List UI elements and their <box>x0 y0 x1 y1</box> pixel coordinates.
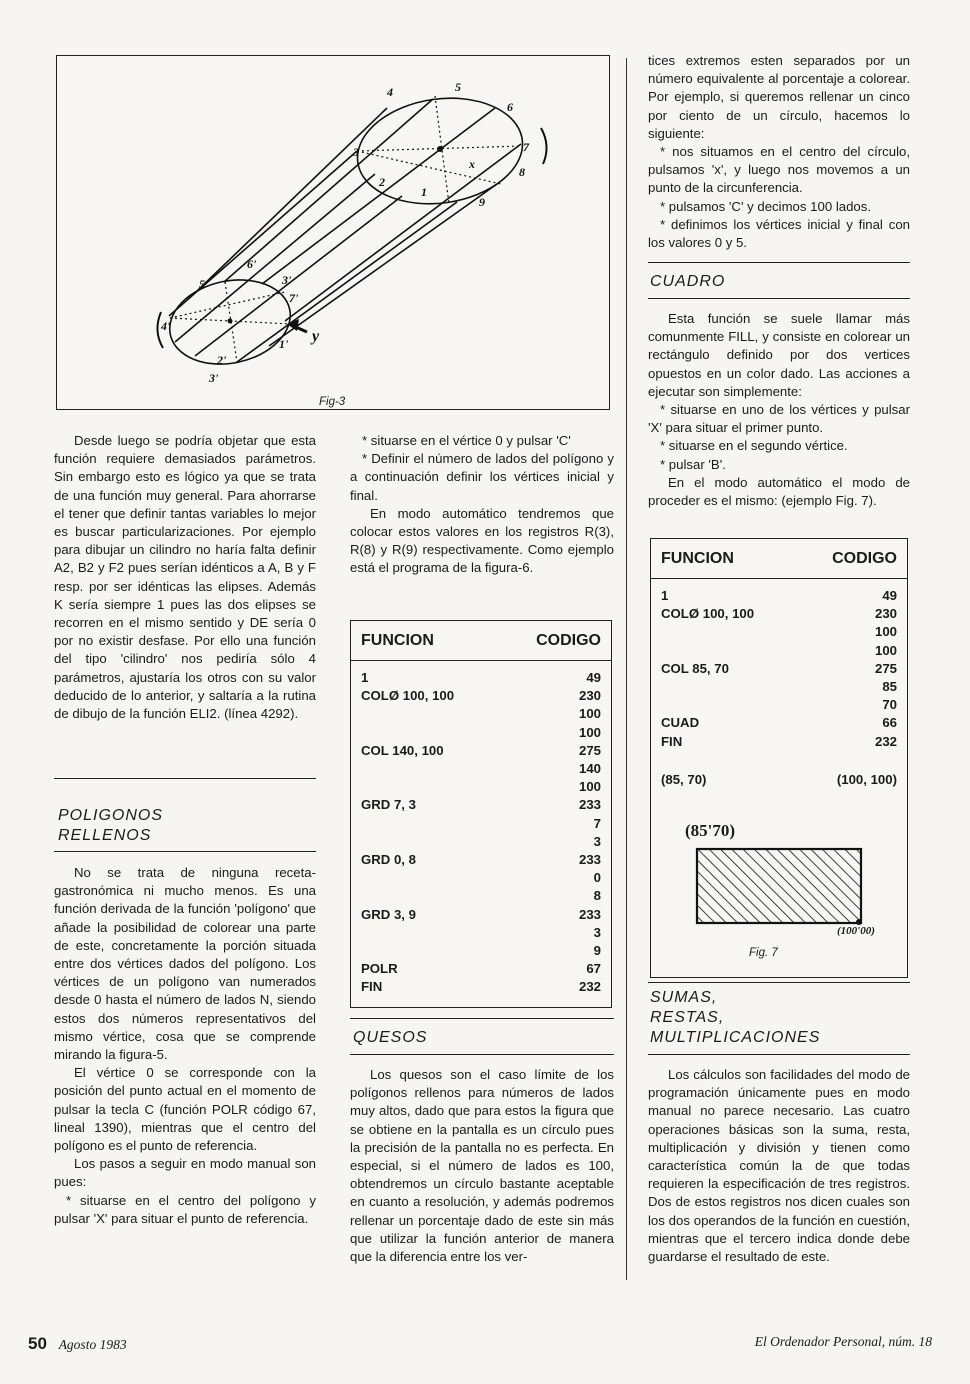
section-heading-cuadro: CUADRO <box>650 273 726 290</box>
label-5p: 5' <box>199 277 209 291</box>
label-4p: 4' <box>161 319 171 333</box>
paragraph: Los cálculos son facilidades del modo de programación únicamente pues en modo manual no parece necesario. Las cuatro operaciones básicas son la suma, resta, multiplicación y división y tienen como característica común la de que todas requieren la especificación de tres registros. Dos de estos registros nos dicen cuales son los dos operandos de la función en cuestión, mientras que el tercero indica donde debe guardarse el resultado de este. <box>648 1067 910 1265</box>
label-3: 3 <box>353 145 359 159</box>
table-row <box>351 742 611 760</box>
function-cell: 1 <box>361 670 369 685</box>
section-heading-quesos: QUESOS <box>353 1029 428 1046</box>
page-footer-left <box>28 1334 127 1354</box>
code-cell: 7 <box>593 815 601 831</box>
bullet-item: * situarse en uno de los vértices y pulsar 'X' para situar el primer punto. <box>648 402 910 436</box>
divider <box>648 1054 910 1055</box>
table-row <box>351 833 611 851</box>
table-row <box>351 815 611 833</box>
code-cell: 233 <box>578 906 601 922</box>
hatched-rectangle <box>695 847 865 927</box>
label-2: 2 <box>379 175 385 189</box>
code-cell: 140 <box>578 761 601 777</box>
column-3-cuadro <box>648 310 910 510</box>
code-cell: 9 <box>593 943 601 959</box>
function-cell: FIN <box>361 979 383 995</box>
label-6: 6 <box>507 100 513 114</box>
code-cell: 230 <box>874 606 897 622</box>
bullet-item: * situarse en el centro del polígono y pulsar 'X' para situar el punto de referencia. <box>54 1192 316 1226</box>
code-cell: 230 <box>578 688 601 704</box>
table-row <box>651 678 907 696</box>
code-cell: 232 <box>874 733 897 749</box>
table-row <box>651 642 907 660</box>
label-4: 4 <box>387 85 393 99</box>
figure-3-caption: Fig-3 <box>319 396 346 408</box>
table-row <box>651 587 907 605</box>
table-row <box>351 760 611 778</box>
paragraph: Los pasos a seguir en modo manual son pues: <box>54 1156 316 1190</box>
figure-3 <box>56 55 610 410</box>
code-cell: 275 <box>578 742 601 758</box>
table-body <box>651 579 907 751</box>
figure-7-caption: Fig. 7 <box>749 947 778 959</box>
code-table-fig6 <box>350 620 612 1008</box>
code-cell: 0 <box>593 870 601 886</box>
label-9: 9 <box>479 195 485 209</box>
table-row <box>351 942 611 960</box>
bullet-item: * situarse en el segundo vértice. <box>660 438 848 454</box>
table-row <box>351 687 611 705</box>
table-row <box>351 887 611 905</box>
table-row <box>651 733 907 751</box>
label-2p: 2' <box>217 353 227 367</box>
paragraph: En el modo automático el modo de proceder es el mismo: (ejemplo Fig. 7). <box>648 474 910 509</box>
bullet-item: * Definir el número de lados del polígono y a continuación definir los vértices inicial y final. <box>350 451 614 503</box>
label-3p: 3' <box>282 273 292 287</box>
code-cell: 66 <box>882 715 897 731</box>
column-3 <box>648 52 910 252</box>
coord-right: (100, 100) <box>836 772 897 787</box>
coords-row <box>651 771 907 789</box>
handwritten-top-coord: (85'70) <box>685 821 736 840</box>
code-cell: 67 <box>586 961 601 977</box>
bullet-item: * pulsamos 'C' y decimos 100 lados. <box>660 198 872 214</box>
paragraph: En modo automático tendremos que colocar estos valores en los registros R(3), R(8) y R(9) respectivamente. Como ejemplo está el programa de la figura-6. <box>350 505 614 576</box>
table-row <box>651 696 907 714</box>
label-8: 8 <box>519 165 525 179</box>
divider <box>350 1054 614 1055</box>
label-y: y <box>312 328 320 345</box>
column-1-poligonos <box>54 864 316 1228</box>
issue-date: Agosto 1983 <box>58 1337 127 1352</box>
table-row <box>651 605 907 623</box>
column-2-quesos <box>350 1066 614 1266</box>
table-row <box>351 851 611 869</box>
bullet-item: * situarse en el vértice 0 y pulsar 'C' <box>362 433 571 448</box>
table-row <box>351 960 611 978</box>
table-row <box>351 669 611 687</box>
table-row <box>351 778 611 796</box>
code-cell: 100 <box>578 724 601 740</box>
divider <box>54 851 316 852</box>
page-number: 50 <box>28 1334 47 1353</box>
paragraph: tices extremos esten separados por un número equivalente al porcentaje a colorear. Por ejemplo, si queremos rellenar un cinco por ciento de un círculo, hacemos lo siguiente: <box>648 53 910 141</box>
code-table-fig7 <box>650 538 908 978</box>
header-funcion: FUNCION <box>361 631 434 649</box>
table-row <box>351 724 611 742</box>
column-3-sumas <box>648 1066 910 1266</box>
table-row <box>651 660 907 678</box>
table-row <box>651 623 907 641</box>
paragraph-cylinder: Desde luego se podría objetar que esta función requiere demasiados parámetros. Sin embargo esto es lógico ya que se trata de una función muy general. Para ahorrarse el tener que definir tantas variables lo mejor es buscar particularizaciones. Por ejemplo para dibujar un cilindro no haría falta definir A2, B2 y F2 pues serían idénticos a A, B y F resp. por ser idénticas las elipses. Además K sería siempre 1 pues las dos elipses se recorren en el mismo sentido y DE sería 0 por no existir desfase. Por ello una función del tipo 'cilindro' nos pediría sólo 4 parámetros, ajustaría los otros con su valor deducido de lo anterior, y saltaría a la rutina de dibujo de la función ELI2. (línea 4292). <box>54 433 316 722</box>
function-cell: COLØ 100, 100 <box>661 606 755 622</box>
function-cell: 1 <box>661 588 669 603</box>
code-cell: 70 <box>882 697 897 713</box>
code-cell: 275 <box>874 660 897 676</box>
function-cell: POLR <box>361 961 398 977</box>
function-cell: GRD 7, 3 <box>361 797 416 813</box>
table-row <box>351 978 611 996</box>
label-7p: 7' <box>289 291 299 305</box>
divider <box>648 262 910 263</box>
divider <box>350 1018 614 1019</box>
handwritten-bottom-coord: (100'00) <box>837 925 875 937</box>
section-heading-sumas: SUMAS, RESTAS, MULTIPLICACIONES <box>650 989 821 1046</box>
header-codigo: CODIGO <box>536 631 601 649</box>
table-row <box>351 705 611 723</box>
table-row <box>351 924 611 942</box>
magazine-name: El Ordenador Personal, núm. 18 <box>754 1334 932 1349</box>
table-body <box>351 661 611 997</box>
table-header <box>351 621 611 661</box>
function-cell: COL 140, 100 <box>361 742 444 758</box>
table-row <box>351 869 611 887</box>
code-cell: 232 <box>578 979 601 995</box>
table-row <box>651 714 907 732</box>
code-cell: 8 <box>593 888 601 904</box>
code-cell: 100 <box>578 706 601 722</box>
label-3bp: 3' <box>209 371 219 385</box>
paragraph: Esta función se suele llamar más comunmente FILL, y consiste en colorear un rectángulo definido por dos vertices opuestos en un color dado. Las acciones a ejecutar son simplemente: <box>648 311 910 399</box>
code-cell: 100 <box>578 779 601 795</box>
label-1: 1 <box>421 185 427 199</box>
function-cell: COLØ 100, 100 <box>361 688 455 704</box>
divider <box>648 982 910 983</box>
code-cell: 233 <box>578 797 601 813</box>
bullet-item: * pulsar 'B'. <box>660 456 726 472</box>
function-cell: COL 85, 70 <box>661 660 729 676</box>
table-header <box>651 539 907 579</box>
code-cell: 100 <box>874 642 897 658</box>
label-x: x <box>469 157 475 171</box>
label-6p: 6' <box>247 257 257 271</box>
code-cell: 233 <box>578 852 601 868</box>
code-cell: 85 <box>882 679 897 695</box>
code-cell: 49 <box>586 670 601 685</box>
column-1 <box>54 432 316 723</box>
coord-left: (85, 70) <box>661 772 707 787</box>
function-cell: GRD 3, 9 <box>361 906 416 922</box>
code-cell: 3 <box>593 924 601 940</box>
divider <box>648 298 910 299</box>
section-heading-poligonos: POLIGONOS RELLENOS <box>58 807 164 844</box>
table-row <box>351 906 611 924</box>
bullet-item: * definimos los vértices inicial y final con los valores 0 y 5. <box>648 216 910 251</box>
table-row <box>351 796 611 814</box>
label-7: 7 <box>523 140 529 154</box>
function-cell: FIN <box>661 733 683 749</box>
paragraph: Los quesos son el caso límite de los polígonos rellenos para números de lados muy altos, dado que para estos la figura que se obtiene en la pantalla es un círculo pues la precisión de la pantalla no es perfecta. En especial, si el número de lados es 100, obtendremos un círculo bastante aceptable en cuanto a resolución, y además podremos rellenar un porcentaje dado de este sin más que utilizar la función anterior de manera que la diferencia entre los ver- <box>350 1067 614 1265</box>
figure-3-drawing <box>57 56 609 408</box>
paragraph: No se trata de ninguna receta-gastronómica ni mucho menos. Es una función derivada de la función 'polígono' que añade la posibilidad de colorear una parte de este, concretamente la porción situada entre dos vértices dados del polígono. Los vértices de un polígono van numerados desde 0 hasta el número de lados N, siendo estos dos números representativos del mismo vértice, cosa que se comprende mirando la figura-5. <box>54 865 316 1063</box>
column-2 <box>350 432 614 578</box>
code-cell: 49 <box>882 588 897 603</box>
label-1p: 1' <box>279 337 289 351</box>
header-funcion: FUNCION <box>661 549 734 567</box>
paragraph: El vértice 0 se corresponde con la posición del punto actual en el momento de pulsar la tecla C (función POLR código 67, lineal 1390), mientras que el centro del polígono es el punto de referencia. <box>54 1065 316 1154</box>
header-codigo: CODIGO <box>832 549 897 567</box>
column-divider <box>626 58 627 1280</box>
code-cell: 100 <box>874 624 897 640</box>
code-cell: 3 <box>593 833 601 849</box>
function-cell: CUAD <box>661 715 700 731</box>
label-5: 5 <box>455 80 461 94</box>
divider <box>54 778 316 779</box>
bullet-item: * nos situamos en el centro del círculo, pulsamos 'x', y luego nos movemos a un punto de la circunferencia. <box>648 144 910 196</box>
function-cell: GRD 0, 8 <box>361 852 416 868</box>
